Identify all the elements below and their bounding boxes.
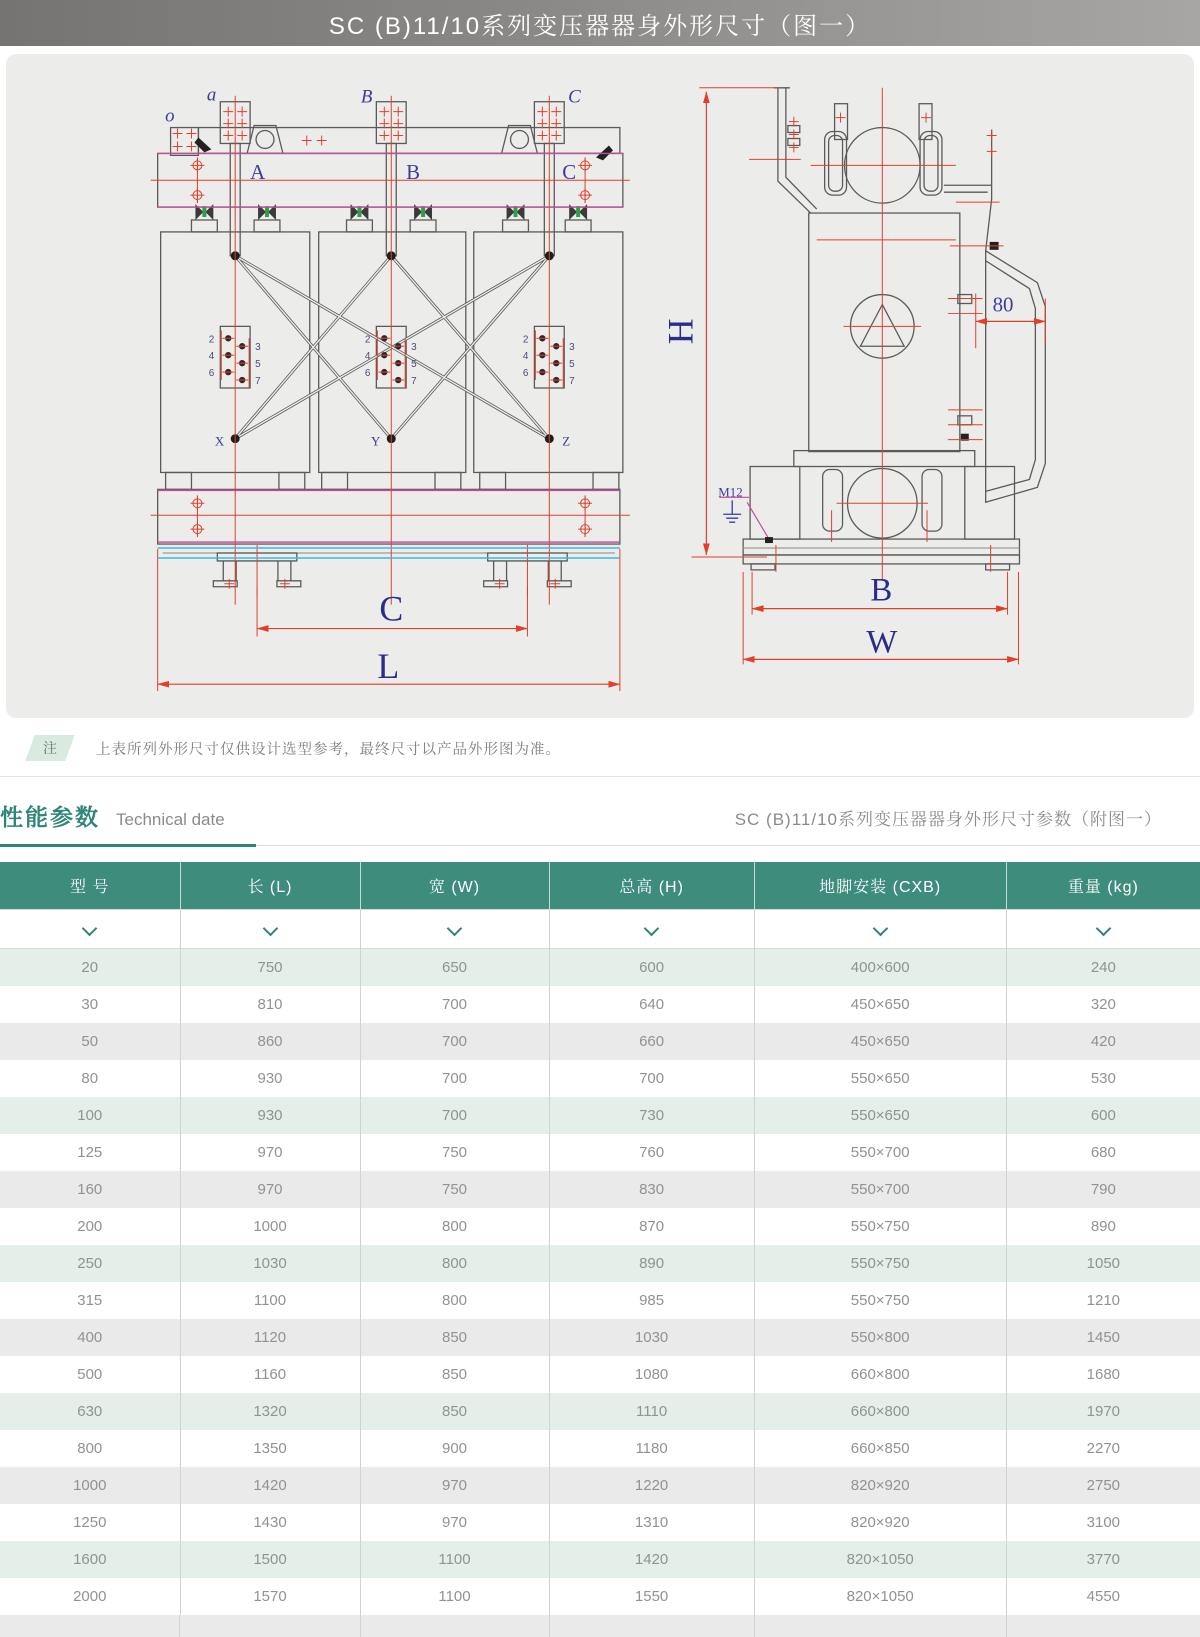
table-cell: 985: [549, 1282, 754, 1319]
table-cell: 700: [360, 986, 549, 1023]
table-cell: 250: [0, 1245, 180, 1282]
table-cell: 640: [549, 986, 754, 1023]
table-cell: 650: [360, 949, 549, 987]
table-cell: 600: [1006, 1097, 1200, 1134]
table-cell: 820×920: [754, 1504, 1006, 1541]
table-cell: 550×650: [754, 1060, 1006, 1097]
table-cell: 660×800: [754, 1356, 1006, 1393]
table-cell: 2270: [1006, 1430, 1200, 1467]
table-cell: 970: [180, 1171, 360, 1208]
table-cell: 930: [180, 1060, 360, 1097]
tap-number: 4: [522, 351, 529, 363]
table-cell: 550×800: [754, 1319, 1006, 1356]
table-row: [0, 1356, 1200, 1393]
label-x: X: [214, 433, 225, 449]
table-row: [0, 1208, 1200, 1245]
table-cell: 660×850: [754, 1430, 1006, 1467]
tap-number: 3: [411, 342, 417, 354]
table-cell: 400: [0, 1319, 180, 1356]
table-cell: 750: [180, 949, 360, 987]
table-cell: 1160: [180, 1356, 360, 1393]
table-row: [0, 1430, 1200, 1467]
label-rail-c: C: [562, 160, 577, 185]
table-cell: 550×650: [754, 1097, 1006, 1134]
table-cell: 500: [0, 1356, 180, 1393]
tap-number: 6: [522, 368, 529, 380]
table-cell: 2000: [0, 1578, 180, 1615]
section-header: [0, 777, 1200, 846]
table-cell: 1210: [1006, 1282, 1200, 1319]
dim-l-label: L: [377, 646, 400, 687]
table-cell: 750: [360, 1171, 549, 1208]
table-cell: 30: [0, 986, 180, 1023]
table-cell: 820×920: [754, 1467, 1006, 1504]
table-cell: 700: [360, 1060, 549, 1097]
table-cell: 930: [180, 1097, 360, 1134]
table-cell: 800: [360, 1245, 549, 1282]
table-cell: 800: [0, 1430, 180, 1467]
column-filter[interactable]: [0, 910, 180, 949]
chevron-down-icon[interactable]: [262, 920, 278, 936]
parameters-table: [0, 862, 1200, 1615]
table-row: [0, 1134, 1200, 1171]
table-row: [0, 1393, 1200, 1430]
partial-table-row: [0, 1615, 1200, 1637]
section-title-en: Technical date: [116, 810, 225, 829]
technical-drawing: [6, 54, 1194, 718]
table-cell: 1680: [1006, 1356, 1200, 1393]
table-cell: 830: [549, 1171, 754, 1208]
drawing-panel: [6, 54, 1194, 718]
label-b: B: [360, 86, 373, 108]
table-cell: 600: [549, 949, 754, 987]
table-cell: 100: [0, 1097, 180, 1134]
table-cell: 4550: [1006, 1578, 1200, 1615]
table-cell: 900: [360, 1430, 549, 1467]
table-cell: 125: [0, 1134, 180, 1171]
note-text: 上表所列外形尺寸仅供设计选型参考，最终尺寸以产品外形图为准。: [96, 741, 561, 758]
tap-number: 2: [208, 334, 215, 346]
table-cell: 660×800: [754, 1393, 1006, 1430]
table-cell: 850: [360, 1319, 549, 1356]
table-cell: 80: [0, 1060, 180, 1097]
table-row: [0, 1023, 1200, 1060]
table-cell: 550×750: [754, 1245, 1006, 1282]
note-badge: [25, 735, 74, 761]
table-cell: 1120: [180, 1319, 360, 1356]
table-cell: 1420: [180, 1467, 360, 1504]
tap-number: 3: [255, 342, 261, 354]
table-cell: 630: [0, 1393, 180, 1430]
table-row: [0, 1171, 1200, 1208]
table-cell: 1030: [180, 1245, 360, 1282]
table-cell: 315: [0, 1282, 180, 1319]
tap-number: 7: [569, 376, 575, 388]
table-cell: 760: [549, 1134, 754, 1171]
table-cell: 750: [360, 1134, 549, 1171]
note-badge-text: 注: [43, 740, 57, 756]
table-row: [0, 1245, 1200, 1282]
label-z: Z: [562, 433, 571, 449]
column-filter[interactable]: [754, 910, 1006, 949]
table-cell: 1600: [0, 1541, 180, 1578]
table-cell: 1310: [549, 1504, 754, 1541]
column-filter[interactable]: [180, 910, 360, 949]
table-cell: 550×700: [754, 1171, 1006, 1208]
table-cell: 1080: [549, 1356, 754, 1393]
table-cell: 160: [0, 1171, 180, 1208]
front-view: [151, 85, 630, 691]
table-cell: 1180: [549, 1430, 754, 1467]
table-cell: 790: [1006, 1171, 1200, 1208]
table-cell: 660: [549, 1023, 754, 1060]
table-cell: 700: [549, 1060, 754, 1097]
table-row: [0, 1541, 1200, 1578]
table-cell: 850: [360, 1393, 549, 1430]
tap-number: 5: [255, 359, 261, 371]
table-row: [0, 1578, 1200, 1615]
column-filter[interactable]: [360, 910, 549, 949]
tap-number: 5: [411, 359, 417, 371]
table-cell: 200: [0, 1208, 180, 1245]
tap-number: 6: [364, 368, 371, 380]
label-o: o: [165, 105, 175, 127]
filter-row: [0, 910, 1200, 949]
dim-b-label: B: [870, 572, 893, 609]
table-cell: 400×600: [754, 949, 1006, 987]
table-cell: 1030: [549, 1319, 754, 1356]
table-cell: 550×750: [754, 1282, 1006, 1319]
table-cell: 550×750: [754, 1208, 1006, 1245]
tap-number: 7: [255, 376, 261, 388]
table-cell: 970: [360, 1504, 549, 1541]
table-row: [0, 1319, 1200, 1356]
table-cell: 870: [549, 1208, 754, 1245]
dim-w-label: W: [866, 624, 898, 661]
table-cell: 700: [360, 1023, 549, 1060]
tap-number: 4: [208, 351, 215, 363]
table-cell: 820×1050: [754, 1541, 1006, 1578]
side-view: [660, 88, 1045, 665]
label-rail-b: B: [406, 160, 421, 185]
table-cell: 3100: [1006, 1504, 1200, 1541]
table-cell: 850: [360, 1356, 549, 1393]
table-cell: 860: [180, 1023, 360, 1060]
table-cell: 2750: [1006, 1467, 1200, 1504]
table-cell: 1100: [360, 1541, 549, 1578]
table-cell: 20: [0, 949, 180, 987]
table-row: [0, 1504, 1200, 1541]
table-cell: 890: [549, 1245, 754, 1282]
table-row: [0, 1060, 1200, 1097]
table-row: [0, 949, 1200, 987]
table-cell: 530: [1006, 1060, 1200, 1097]
table-cell: 1350: [180, 1430, 360, 1467]
column-header-height: 总高 (H): [549, 862, 754, 910]
table-cell: 1430: [180, 1504, 360, 1541]
tap-number: 7: [411, 376, 417, 388]
tap-number: 2: [522, 334, 529, 346]
label-rail-a: A: [250, 160, 266, 185]
table-cell: 680: [1006, 1134, 1200, 1171]
table-cell: 550×700: [754, 1134, 1006, 1171]
table-cell: 1050: [1006, 1245, 1200, 1282]
table-cell: 50: [0, 1023, 180, 1060]
table-cell: 3770: [1006, 1541, 1200, 1578]
table-cell: 820×1050: [754, 1578, 1006, 1615]
tap-number: 4: [364, 351, 371, 363]
table-cell: 1550: [549, 1578, 754, 1615]
table-row: [0, 1097, 1200, 1134]
chevron-down-icon[interactable]: [1096, 920, 1112, 936]
table-row: [0, 1467, 1200, 1504]
table-cell: 1100: [180, 1282, 360, 1319]
table-cell: 1450: [1006, 1319, 1200, 1356]
table-cell: 1320: [180, 1393, 360, 1430]
table-cell: 1000: [180, 1208, 360, 1245]
note-row: [30, 735, 1200, 761]
label-a: a: [206, 84, 217, 106]
table-cell: 450×650: [754, 986, 1006, 1023]
dim-c-label: C: [379, 588, 404, 629]
table-cell: 1000: [0, 1467, 180, 1504]
section-title-zh: 性能参数: [0, 804, 100, 830]
table-cell: 1100: [360, 1578, 549, 1615]
table-cell: 420: [1006, 1023, 1200, 1060]
table-cell: 320: [1006, 986, 1200, 1023]
table-cell: 800: [360, 1282, 549, 1319]
table-cell: 450×650: [754, 1023, 1006, 1060]
table-cell: 1970: [1006, 1393, 1200, 1430]
table-row: [0, 1282, 1200, 1319]
table-cell: 1250: [0, 1504, 180, 1541]
column-header-length: 长 (L): [180, 862, 360, 910]
column-filter[interactable]: [549, 910, 754, 949]
chevron-down-icon[interactable]: [82, 920, 98, 936]
chevron-down-icon[interactable]: [644, 920, 660, 936]
label-c: C: [568, 86, 581, 108]
column-header-width: 宽 (W): [360, 862, 549, 910]
table-row: [0, 986, 1200, 1023]
table-cell: 890: [1006, 1208, 1200, 1245]
column-header-weight: 重量 (kg): [1006, 862, 1200, 910]
table-cell: 1220: [549, 1467, 754, 1504]
table-cell: 970: [360, 1467, 549, 1504]
table-cell: 1500: [180, 1541, 360, 1578]
column-header-foot-mount: 地脚安装 (CXB): [754, 862, 1006, 910]
column-header-model: 型 号: [0, 862, 180, 910]
table-body: [0, 949, 1200, 1616]
table-cell: 1110: [549, 1393, 754, 1430]
section-subtitle: SC (B)11/10系列变压器器身外形尺寸参数（附图一）: [734, 810, 1162, 829]
table-cell: 1570: [180, 1578, 360, 1615]
dim-h-label: H: [660, 318, 701, 345]
table-cell: 1420: [549, 1541, 754, 1578]
table-cell: 730: [549, 1097, 754, 1134]
dim-80-label: 80: [992, 292, 1014, 317]
tap-number: 6: [208, 368, 215, 380]
table-header: [0, 862, 1200, 910]
table-cell: 970: [180, 1134, 360, 1171]
column-filter[interactable]: [1006, 910, 1200, 949]
tap-number: 3: [569, 342, 575, 354]
table-cell: 700: [360, 1097, 549, 1134]
table-cell: 240: [1006, 949, 1200, 987]
table-cell: 810: [180, 986, 360, 1023]
table-cell: 800: [360, 1208, 549, 1245]
tap-number: 2: [364, 334, 371, 346]
page-title-bar: [0, 0, 1200, 46]
tap-number: 5: [569, 359, 575, 371]
label-y: Y: [370, 433, 381, 449]
section-underline: [0, 844, 256, 847]
label-m12: M12: [718, 484, 743, 500]
chevron-down-icon[interactable]: [872, 920, 888, 936]
page-title: SC (B)11/10系列变压器器身外形尺寸（图一）: [328, 12, 872, 40]
chevron-down-icon[interactable]: [447, 920, 463, 936]
